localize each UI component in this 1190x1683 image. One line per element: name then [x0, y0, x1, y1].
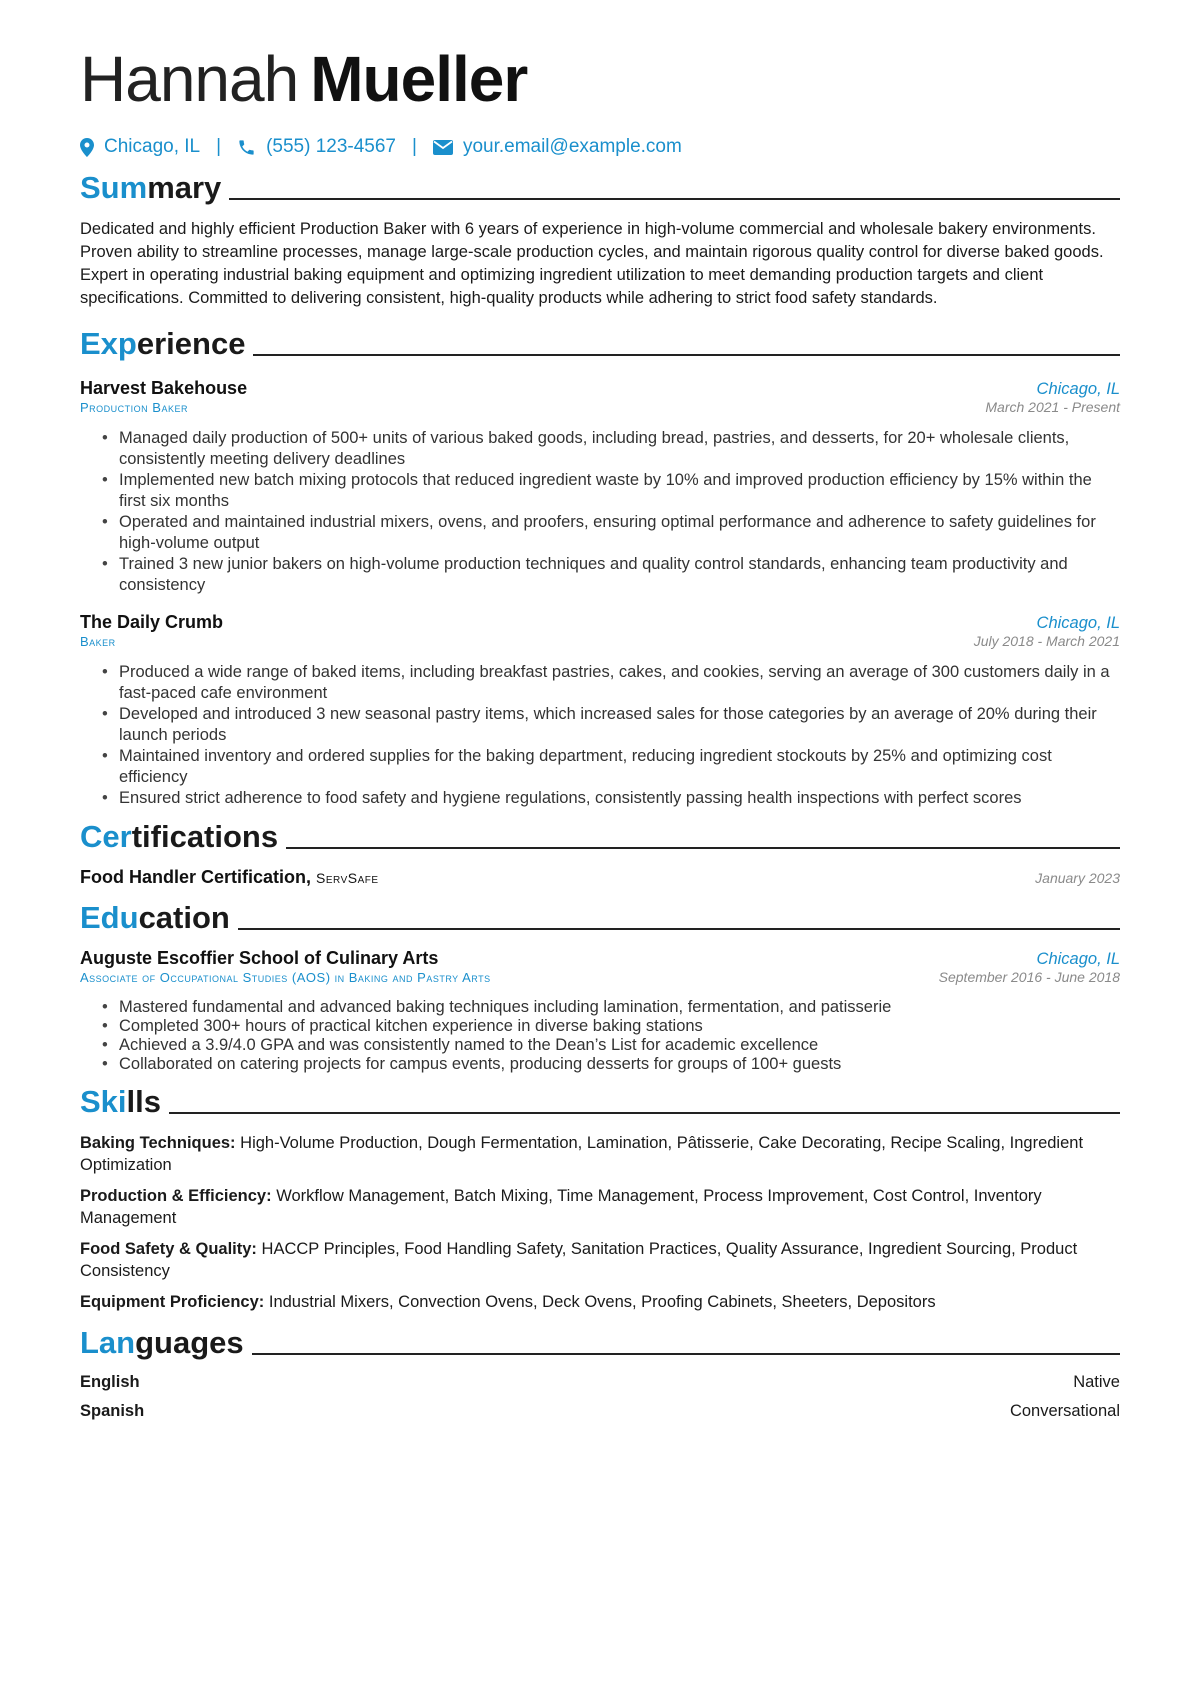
bullet-item: • Operated and maintained industrial mixers, ovens, and proofers, ensuring optimal performance and adherence to safety guidelines for high-volume output: [102, 512, 1120, 554]
skill-group: [80, 1291, 1120, 1313]
languages-heading: [80, 1321, 1120, 1361]
bullet-item: • Produced a wide range of baked items, including breakfast pastries, cakes, and cookies, serving an average of 300 customers daily in a fast-paced cafe environment: [102, 662, 1120, 704]
section-title: Education: [80, 900, 230, 935]
candidate-name: [80, 42, 1120, 116]
job-role: Production Baker: [80, 400, 188, 415]
phone-icon: [237, 138, 256, 157]
language-level: Native: [1073, 1373, 1120, 1391]
section-rule: [253, 354, 1120, 356]
education-heading: [80, 896, 1120, 936]
location-text: Chicago, IL: [104, 136, 201, 157]
job-entry: [80, 378, 1120, 596]
cert-issuer: ServSafe: [316, 870, 379, 886]
certification-item: Food Handler Certification, ServSafe January 2023: [80, 867, 1120, 887]
skills-heading: [80, 1080, 1120, 1120]
education-bullets: [80, 998, 1120, 1074]
degree: Associate of Occupational Studies (AOS) in Baking and Pastry Arts: [80, 970, 491, 985]
job-org: Harvest Bakehouse: [80, 378, 248, 398]
language-level: Conversational: [1009, 1402, 1120, 1420]
section-rule: [169, 1112, 1120, 1114]
language-name: English: [80, 1373, 140, 1391]
skill-group: [80, 1238, 1120, 1282]
last-name: Mueller: [310, 43, 528, 115]
skill-values: HACCP Principles, Food Handling Safety, Sanitation Practices, Quality Assurance, Ingredient Sourcing, Product Consistency: [80, 1240, 1078, 1280]
bullet-item: • Maintained inventory and ordered supplies for the baking department, reducing ingredient stockouts by 25% and optimizing cost efficiency: [102, 746, 1120, 788]
summary-text: Dedicated and highly efficient Production Baker with 6 years of experience in high-volume commercial and wholesale bakery environments. Proven ability to streamline processes, manage large-scale production cycles, and maintain rigorous quality control for diverse baked goods. Expert in operating industrial baking equipment and optimizing ingredient utilization to meet demanding production targets and client specifications. Committed to delivering consistent, high-quality products while adhering to strict food safety standards.: [80, 220, 1104, 307]
job-location: Chicago, IL: [1036, 614, 1120, 632]
language-name: Spanish: [80, 1402, 145, 1420]
section-rule: [252, 1353, 1120, 1355]
experience-heading: [80, 322, 1120, 362]
phone-text: (555) 123-4567: [266, 136, 396, 157]
bullet-item: • Collaborated on catering projects for campus events, producing desserts for groups of 100+ guests: [102, 1055, 1120, 1074]
section-title: Languages: [80, 1325, 244, 1360]
certifications-heading: [80, 815, 1120, 855]
contact-location: [80, 136, 200, 158]
bullet-item: • Mastered fundamental and advanced baking techniques including lamination, fermentation, and patisserie: [102, 998, 1120, 1017]
school-name: Auguste Escoffier School of Culinary Arts: [80, 948, 439, 968]
section-title: Skills: [80, 1084, 161, 1119]
skill-values: High-Volume Production, Dough Fermentation, Lamination, Pâtisserie, Cake Decorating, Recipe Scaling, Ingredient Optimization: [80, 1134, 1084, 1174]
contact-email[interactable]: [433, 136, 682, 158]
skill-label: Baking Techniques:: [80, 1134, 236, 1152]
job-dates: July 2018 - March 2021: [973, 633, 1120, 649]
skill-group: [80, 1185, 1120, 1229]
contact-phone[interactable]: [237, 136, 396, 158]
bullet-item: • Managed daily production of 500+ units of various baked goods, including bread, pastries, and desserts, for 20+ wholesale clients, consistently meeting delivery deadlines: [102, 428, 1120, 470]
job-location: Chicago, IL: [1036, 380, 1120, 398]
school-location: Chicago, IL: [1036, 950, 1120, 968]
bullet-item: • Completed 300+ hours of practical kitchen experience in diverse baking stations: [102, 1017, 1120, 1036]
bullet-item: • Achieved a 3.9/4.0 GPA and was consistently named to the Dean’s List for academic excellence: [102, 1036, 1120, 1055]
email-link: your.email@example.com: [462, 136, 682, 157]
envelope-icon: [433, 140, 453, 155]
map-pin-icon: [80, 138, 94, 157]
job-entry: [80, 612, 1120, 809]
summary-heading: [80, 166, 1120, 206]
language-item: [80, 1402, 1120, 1421]
job-bullets: [80, 662, 1120, 809]
skill-label: Food Safety & Quality:: [80, 1240, 257, 1258]
bullet-item: • Developed and introduced 3 new seasonal pastry items, which increased sales for those categories by an average of 20% during their launch periods: [102, 704, 1120, 746]
separator: |: [216, 136, 222, 157]
education-entry: [80, 948, 1120, 1074]
skill-values: Industrial Mixers, Convection Ovens, Deck Ovens, Proofing Cabinets, Sheeters, Depositors: [268, 1293, 936, 1311]
section-rule: [286, 847, 1120, 849]
section-title: Experience: [80, 326, 246, 361]
skill-group: [80, 1132, 1120, 1176]
first-name: Hannah: [80, 43, 299, 115]
section-rule: [229, 198, 1120, 200]
bullet-item: • Trained 3 new junior bakers on high-volume production techniques and quality control standards, enhancing team productivity and consistency: [102, 554, 1120, 596]
section-title: Certifications: [80, 819, 279, 854]
section-rule: [238, 928, 1120, 930]
job-org: The Daily Crumb: [80, 612, 224, 632]
job-bullets: [80, 428, 1120, 596]
bullet-item: • Ensured strict adherence to food safety and hygiene regulations, consistently passing health inspections with perfect scores: [102, 788, 1120, 809]
cert-date: January 2023: [1035, 870, 1120, 886]
skill-values: Workflow Management, Batch Mixing, Time Management, Process Improvement, Cost Control, Inventory Management: [80, 1187, 1042, 1227]
skill-label: Equipment Proficiency:: [80, 1293, 265, 1311]
skill-label: Production & Efficiency:: [80, 1187, 272, 1205]
bullet-item: • Implemented new batch mixing protocols that reduced ingredient waste by 10% and improved production efficiency by 15% within the first six months: [102, 470, 1120, 512]
cert-name: Food Handler Certification: [80, 867, 307, 887]
separator: |: [412, 136, 417, 157]
section-title: Summary: [80, 170, 222, 205]
language-item: [80, 1373, 1120, 1392]
job-role: Baker: [80, 634, 116, 649]
education-dates: September 2016 - June 2018: [938, 969, 1120, 985]
contact-bar: [80, 132, 1120, 162]
job-dates: March 2021 - Present: [985, 399, 1120, 415]
